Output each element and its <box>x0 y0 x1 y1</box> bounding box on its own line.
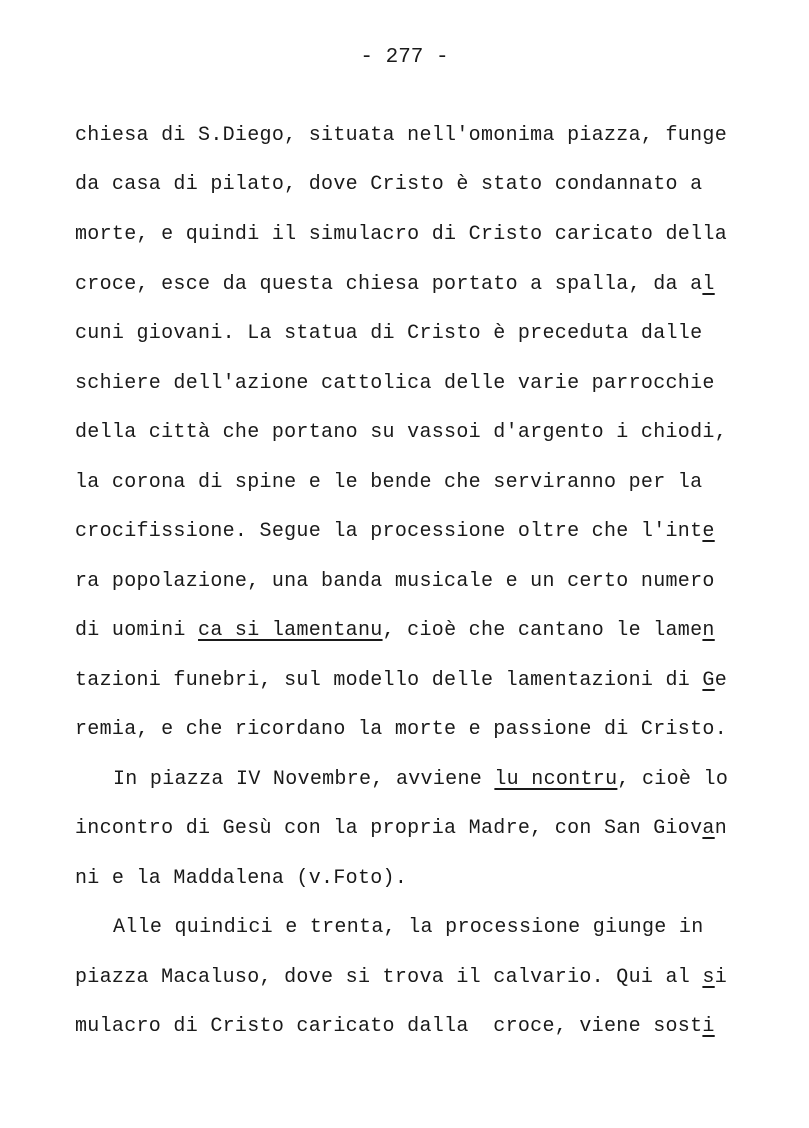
text-segment: morte, e quindi il simulacro di Cristo caricato della <box>75 223 728 246</box>
text-line <box>113 768 728 791</box>
text-segment: , cioè che cantano le lame <box>382 619 703 642</box>
text-segment: della città che portano su vassoi d'argento i chiodi, <box>75 421 728 444</box>
page-number: - 277 - <box>360 46 449 69</box>
text-segment: schiere dell'azione cattolica delle varie parrocchie <box>75 372 715 395</box>
text-line <box>75 273 715 296</box>
text-segment: ni e la Maddalena (v.Foto). <box>75 867 408 890</box>
text-line <box>75 966 727 989</box>
underlined-text: l <box>702 273 715 296</box>
text-segment: da casa di pilato, dove Cristo è stato condannato a <box>75 173 703 196</box>
underlined-text: G <box>702 669 715 692</box>
text-line <box>75 867 407 890</box>
text-line <box>75 471 702 494</box>
text-segment: la corona di spine e le bende che serviranno per la <box>75 471 703 494</box>
text-line <box>75 421 727 444</box>
text-segment: In piazza IV Novembre, avviene <box>113 768 495 791</box>
text-segment: crocifissione. Segue la processione oltre che l'int <box>75 520 703 543</box>
text-line <box>75 619 715 642</box>
text-line <box>75 570 715 593</box>
text-line <box>75 322 702 345</box>
text-segment: remia, e che ricordano la morte e passione di Cristo. <box>75 718 728 741</box>
text-line <box>75 817 727 840</box>
text-segment: n <box>714 817 728 840</box>
text-segment: cuni giovani. La statua di Cristo è preceduta dalle <box>75 322 703 345</box>
text-segment: incontro di Gesù con la propria Madre, con San Giov <box>75 817 703 840</box>
text-line <box>113 916 704 939</box>
text-segment: mulacro di Cristo caricato dalla croce, viene sost <box>75 1015 703 1038</box>
text-segment: croce, esce da questa chiesa portato a spalla, da a <box>75 273 703 296</box>
text-segment: di uomini <box>75 619 199 642</box>
underlined-text: ca si lamentanu <box>198 619 383 642</box>
text-segment: e <box>714 669 728 692</box>
text-line <box>75 718 727 741</box>
text-segment: , cioè lo <box>617 768 729 791</box>
underlined-text: i <box>702 1015 715 1038</box>
underlined-text: a <box>702 817 715 840</box>
text-segment: piazza Macaluso, dove si trova il calvario. Qui al <box>75 966 703 989</box>
text-segment: chiesa di S.Diego, situata nell'omonima piazza, funge <box>75 124 728 147</box>
text-line <box>75 1015 715 1038</box>
text-line <box>75 372 715 395</box>
text-segment: tazioni funebri, sul modello delle lamentazioni di <box>75 669 703 692</box>
text-line <box>75 173 702 196</box>
underlined-text: n <box>702 619 715 642</box>
text-line <box>75 124 727 147</box>
text-line <box>75 223 727 246</box>
text-segment: i <box>714 966 728 989</box>
text-segment: ra popolazione, una banda musicale e un certo numero <box>75 570 715 593</box>
text-segment: Alle quindici e trenta, la processione giunge in <box>113 916 704 939</box>
underlined-text: e <box>702 520 715 543</box>
underlined-text: s <box>702 966 715 989</box>
text-line <box>75 520 715 543</box>
underlined-text: lu ncontru <box>494 768 618 791</box>
text-line <box>75 669 727 692</box>
